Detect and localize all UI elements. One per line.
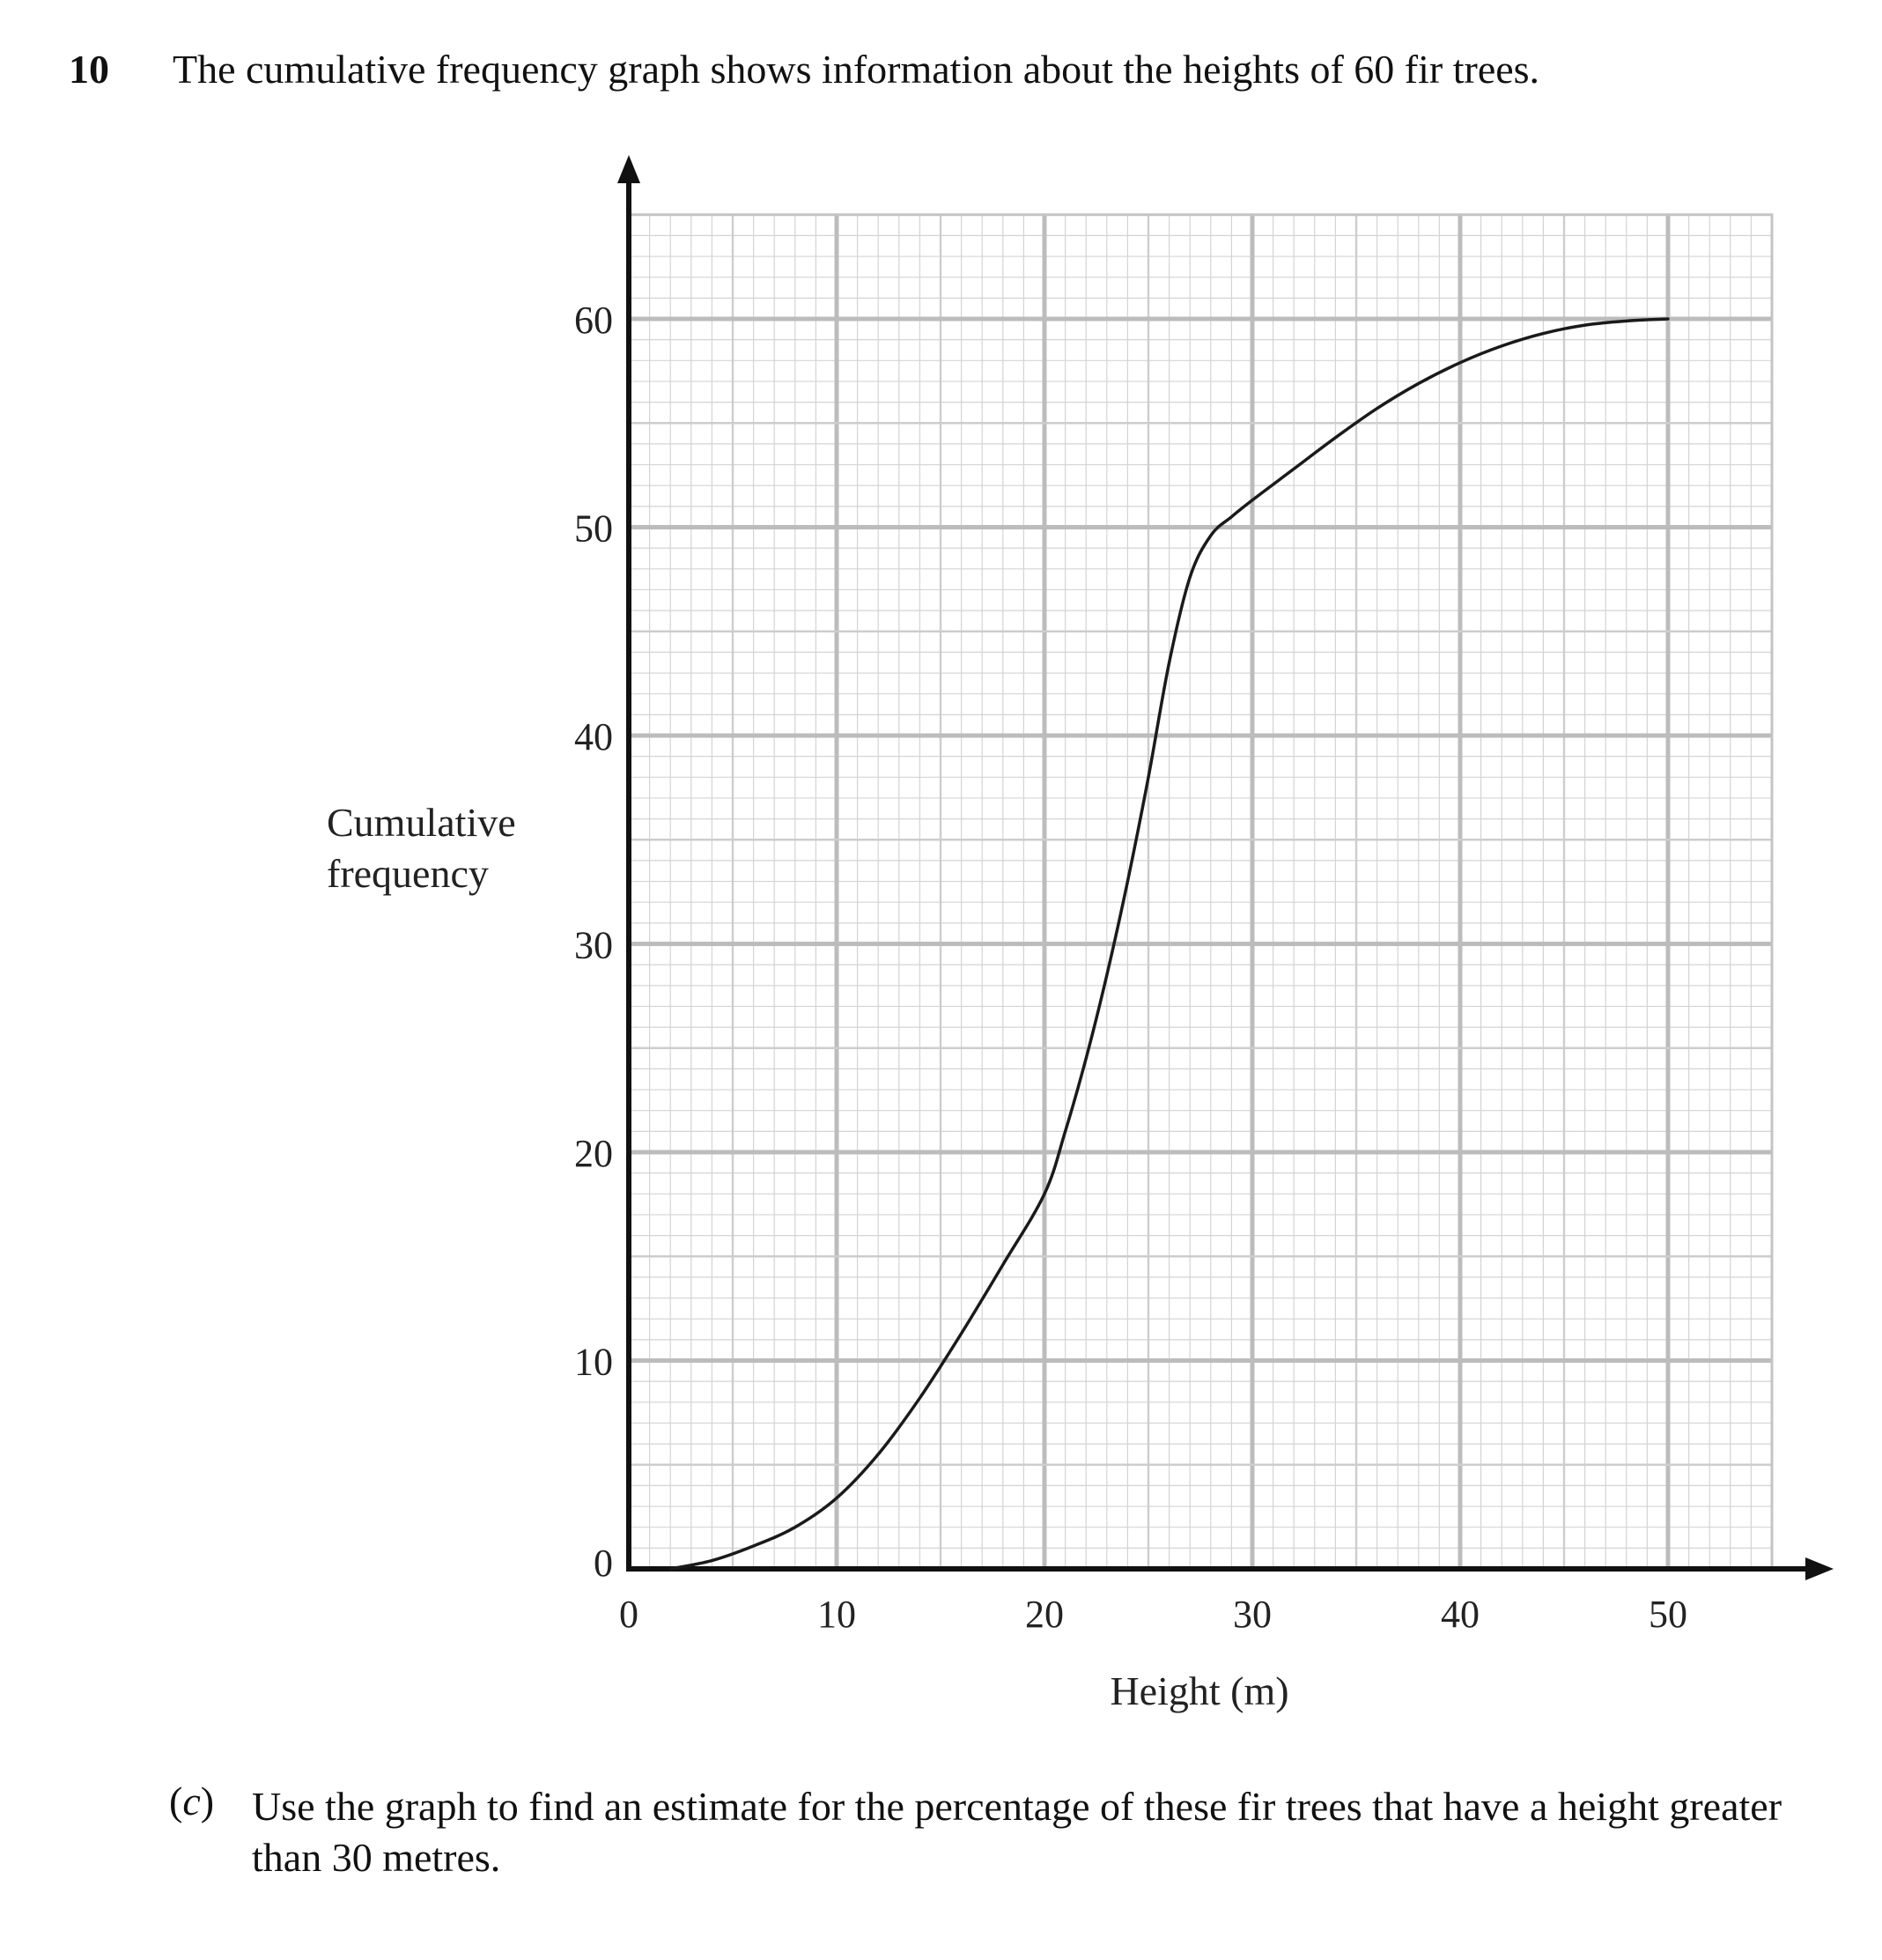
y-axis-label-line-1: Cumulative xyxy=(327,800,516,845)
question-number: 10 xyxy=(69,47,109,92)
part-c-letter: c xyxy=(182,1779,201,1823)
minor-grid xyxy=(629,215,1772,1569)
part-c-open-paren: ( xyxy=(169,1779,183,1823)
y-tick-label: 60 xyxy=(574,299,613,342)
y-tick-label: 0 xyxy=(594,1542,613,1585)
y-axis-arrowhead xyxy=(617,155,640,183)
x-tick-label: 40 xyxy=(1441,1593,1480,1636)
part-c-close-paren: ) xyxy=(200,1779,215,1823)
y-axis-label-line-2: frequency xyxy=(327,851,489,896)
y-tick-label: 40 xyxy=(574,715,613,758)
part-c-text: Use the graph to find an estimate for the percentage of these fir trees that have a height greater than 30 metres. xyxy=(252,1784,1782,1880)
question-text: The cumulative frequency graph shows information about the heights of 60 fir trees. xyxy=(173,47,1540,92)
axes xyxy=(617,155,1834,1580)
y-tick-label: 10 xyxy=(574,1340,613,1384)
part-c-label xyxy=(169,1781,214,1822)
y-tick-label: 20 xyxy=(574,1132,613,1175)
x-tick-label: 50 xyxy=(1649,1593,1687,1636)
major-grid xyxy=(629,215,1772,1569)
x-tick-label: 0 xyxy=(619,1593,638,1636)
y-tick-label: 30 xyxy=(574,923,613,967)
grid-frame xyxy=(629,215,1772,1569)
x-tick-label: 30 xyxy=(1233,1593,1272,1636)
tick-labels xyxy=(574,299,1687,1636)
x-axis-label: Height (m) xyxy=(1110,1668,1289,1713)
x-tick-label: 10 xyxy=(817,1593,856,1636)
x-axis-arrowhead xyxy=(1805,1557,1834,1580)
y-tick-label: 50 xyxy=(574,507,613,551)
x-tick-label: 20 xyxy=(1025,1593,1064,1636)
